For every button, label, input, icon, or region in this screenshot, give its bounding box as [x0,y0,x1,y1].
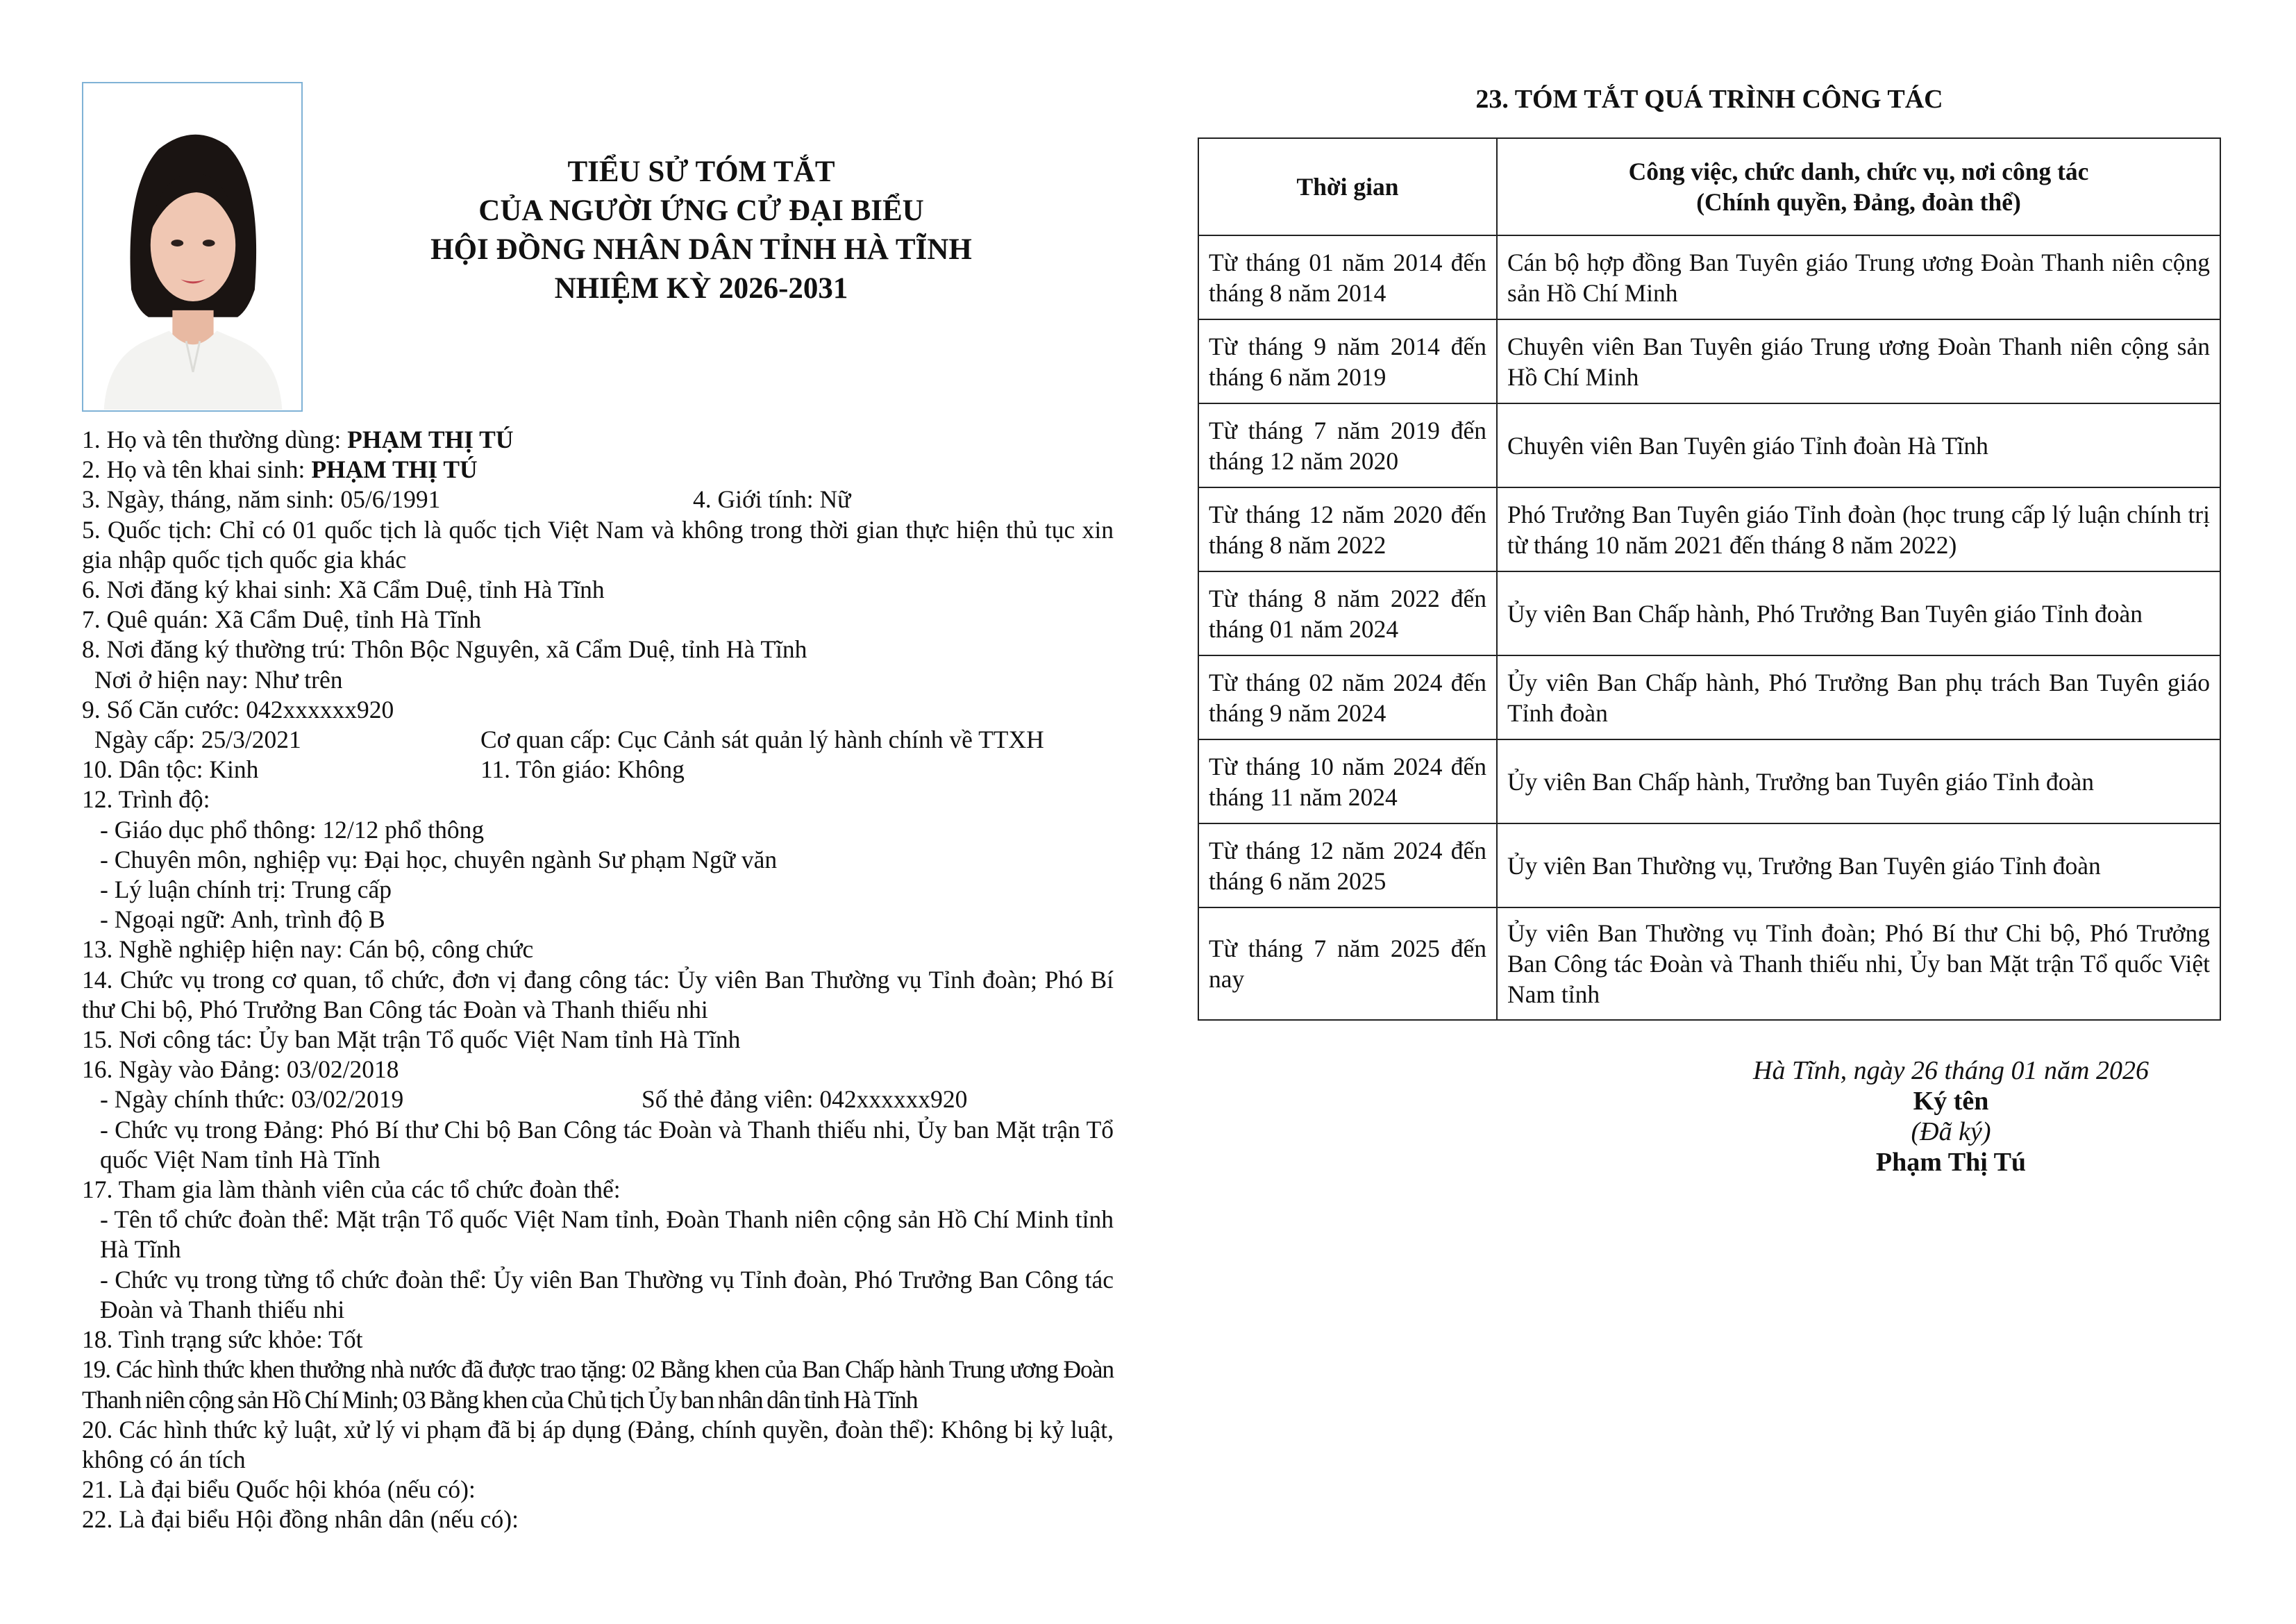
info-id-authority: Cơ quan cấp: Cục Cảnh sát quản lý hành chính về TTXH [480,726,1044,754]
career-header-row [1198,138,2220,235]
info-awards: 19. Các hình thức khen thưởng nhà nước đã được trao tặng: 02 Bằng khen của Ban Chấp hành Trung ương Đoàn Thanh niên cộng sản Hồ Chí Minh; 03 Bằng khen của Chủ tịch Ủy ban nhân dân tỉnh Hà Tĩnh [82,1355,1114,1414]
personal-info [82,425,1114,1535]
table-row [1198,823,2220,907]
info-education-major: - Chuyên môn, nghiệp vụ: Đại học, chuyên ngành Sư phạm Ngữ văn [100,845,778,873]
career-time: Từ tháng 12 năm 2024 đến tháng 6 năm 2025 [1198,823,1497,907]
info-ethnic-religion [82,755,1114,785]
signature-label: Ký tên [1913,1087,1989,1116]
portrait-photo [82,82,303,412]
career-time: Từ tháng 10 năm 2024 đến tháng 11 năm 2024 [1198,739,1497,823]
career-description: Ủy viên Ban Chấp hành, Phó Trưởng Ban Tuyên giáo Tỉnh đoàn [1497,571,2220,655]
info-health: 18. Tình trạng sức khỏe: Tốt [82,1325,363,1354]
career-col-description: Công việc, chức danh, chức vụ, nơi công tác (Chính quyền, Đảng, đoàn thể) [1497,138,2220,235]
table-row [1198,403,2220,487]
info-peoples-council: 22. Là đại biểu Hội đồng nhân dân (nếu có): [82,1505,519,1534]
info-workplace: 15. Nơi công tác: Ủy ban Mặt trận Tổ quốc Việt Nam tỉnh Hà Tĩnh [82,1026,741,1054]
info-party-join: 16. Ngày vào Đảng: 03/02/2018 [82,1055,399,1084]
info-ethnic: 10. Dân tộc: Kinh [82,755,259,784]
info-current-address: Nơi ở hiện nay: Như trên [94,665,343,694]
signature-place-date: Hà Tĩnh, ngày 26 tháng 01 năm 2026 [1753,1056,2149,1085]
info-occupation: 13. Nghề nghiệp hiện nay: Cán bộ, công chức [82,935,534,964]
info-position: 14. Chức vụ trong cơ quan, tổ chức, đơn vị đang công tác: Ủy viên Ban Thường vụ Tỉnh đoàn; Phó Bí thư Chi bộ, Phó Trưởng Ban Công tác Đoàn và Thanh thiếu nhi [82,965,1114,1023]
info-party-official [82,1085,1114,1114]
table-row [1198,739,2220,823]
career-description: Chuyên viên Ban Tuyên giáo Tỉnh đoàn Hà Tĩnh [1497,403,2220,487]
info-education: 12. Trình độ: [82,785,210,814]
table-row [1198,319,2220,403]
career-time: Từ tháng 9 năm 2014 đến tháng 6 năm 2019 [1198,319,1497,403]
info-religion: 11. Tôn giáo: Không [480,755,685,784]
career-time: Từ tháng 01 năm 2014 đến tháng 8 năm 2014 [1198,235,1497,319]
info-organizations: 17. Tham gia làm thành viên của các tổ chức đoàn thể: [82,1175,621,1204]
header-council: HỘI ĐỒNG NHÂN DÂN TỈNH HÀ TĨNH [430,233,972,266]
career-description: Ủy viên Ban Chấp hành, Trưởng ban Tuyên giáo Tỉnh đoàn [1497,739,2220,823]
career-description: Phó Trưởng Ban Tuyên giáo Tỉnh đoàn (học trung cấp lý luận chính trị từ tháng 10 năm 2021 đến tháng 8 năm 2022) [1497,487,2220,571]
info-party-official-date: - Ngày chính thức: 03/02/2019 [100,1085,404,1114]
info-nationality: 5. Quốc tịch: Chỉ có 01 quốc tịch là quốc tịch Việt Nam và không trong thời gian thực hiện thủ tục xin gia nhập quốc tịch quốc gia khác [82,515,1114,574]
career-table [1198,137,2221,1021]
table-row [1198,487,2220,571]
info-residence: 8. Nơi đăng ký thường trú: Thôn Bộc Nguyên, xã Cẩm Duệ, tỉnh Hà Tĩnh [82,635,807,664]
info-dob-gender [82,485,1114,514]
signature-block [1708,1055,2194,1178]
info-id-issue [82,725,1114,755]
signature-signed-note: (Đã ký) [1911,1117,1991,1146]
career-description: Ủy viên Ban Thường vụ Tỉnh đoàn; Phó Bí thư Chi bộ, Phó Trưởng Ban Công tác Đoàn và Thanh thiếu nhi, Ủy ban Mặt trận Tổ quốc Việt Nam tỉnh [1497,907,2220,1020]
table-row [1198,655,2220,739]
info-birth-registration: 6. Nơi đăng ký khai sinh: Xã Cẩm Duệ, tỉnh Hà Tĩnh [82,576,605,604]
info-party-card: Số thẻ đảng viên: 042xxxxxx920 [642,1085,968,1114]
career-time: Từ tháng 7 năm 2025 đến nay [1198,907,1497,1020]
info-party-position: - Chức vụ trong Đảng: Phó Bí thư Chi bộ Ban Công tác Đoàn và Thanh thiếu nhi, Ủy ban Mặt trận Tổ quốc Việt Nam tỉnh Hà Tĩnh [100,1115,1114,1173]
info-id-number: 9. Số Căn cước: 042xxxxxx920 [82,695,394,723]
career-col-time: Thời gian [1198,138,1497,235]
header-term: NHIỆM KỲ 2026-2031 [554,272,848,305]
career-time: Từ tháng 02 năm 2024 đến tháng 9 năm 2024 [1198,655,1497,739]
document-header [326,153,1076,308]
career-time: Từ tháng 8 năm 2022 đến tháng 01 năm 2024 [1198,571,1497,655]
info-organization-names: - Tên tổ chức đoàn thể: Mặt trận Tổ quốc Việt Nam tỉnh, Đoàn Thanh niên cộng sản Hồ Chí Minh tỉnh Hà Tĩnh [100,1205,1114,1264]
info-dob: 3. Ngày, tháng, năm sinh: 05/6/1991 [82,485,441,514]
career-description: Ủy viên Ban Chấp hành, Phó Trưởng Ban phụ trách Ban Tuyên giáo Tỉnh đoàn [1497,655,2220,739]
info-education-language: - Ngoại ngữ: Anh, trình độ B [100,905,385,934]
info-education-general: - Giáo dục phổ thông: 12/12 phổ thông [100,815,485,844]
info-id-date: Ngày cấp: 25/3/2021 [94,726,301,754]
info-common-name: 1. Họ và tên thường dùng: PHẠM THỊ TÚ [82,426,514,453]
career-description: Chuyên viên Ban Tuyên giáo Trung ương Đoàn Thanh niên cộng sản Hồ Chí Minh [1497,319,2220,403]
signature-name: Phạm Thị Tú [1875,1148,2027,1177]
table-row [1198,907,2220,1020]
header-title: TIỂU SỬ TÓM TẮT [567,156,835,188]
table-row [1198,235,2220,319]
info-education-political: - Lý luận chính trị: Trung cấp [100,876,392,904]
table-row [1198,571,2220,655]
info-organization-positions: - Chức vụ trong từng tổ chức đoàn thể: Ủy viên Ban Thường vụ Tỉnh đoàn, Phó Trưởng Ban Công tác Đoàn và Thanh thiếu nhi [100,1265,1114,1323]
info-national-assembly: 21. Là đại biểu Quốc hội khóa (nếu có): [82,1475,476,1504]
career-title: 23. TÓM TẮT QUÁ TRÌNH CÔNG TÁC [1475,85,1943,114]
info-birth-name: 2. Họ và tên khai sinh: PHẠM THỊ TÚ [82,455,478,484]
career-description: Ủy viên Ban Thường vụ, Trưởng Ban Tuyên giáo Tỉnh đoàn [1497,823,2220,907]
career-time: Từ tháng 7 năm 2019 đến tháng 12 năm 2020 [1198,403,1497,487]
career-description: Cán bộ hợp đồng Ban Tuyên giáo Trung ương Đoàn Thanh niên cộng sản Hồ Chí Minh [1497,235,2220,319]
info-discipline: 20. Các hình thức kỷ luật, xử lý vi phạm đã bị áp dụng (Đảng, chính quyền, đoàn thể): Không bị kỷ luật, không có án tích [82,1415,1114,1473]
career-time: Từ tháng 12 năm 2020 đến tháng 8 năm 2022 [1198,487,1497,571]
header-subtitle: CỦA NGƯỜI ỨNG CỬ ĐẠI BIỂU [478,194,924,227]
info-gender: 4. Giới tính: Nữ [693,485,851,514]
info-hometown: 7. Quê quán: Xã Cẩm Duệ, tỉnh Hà Tĩnh [82,605,482,634]
